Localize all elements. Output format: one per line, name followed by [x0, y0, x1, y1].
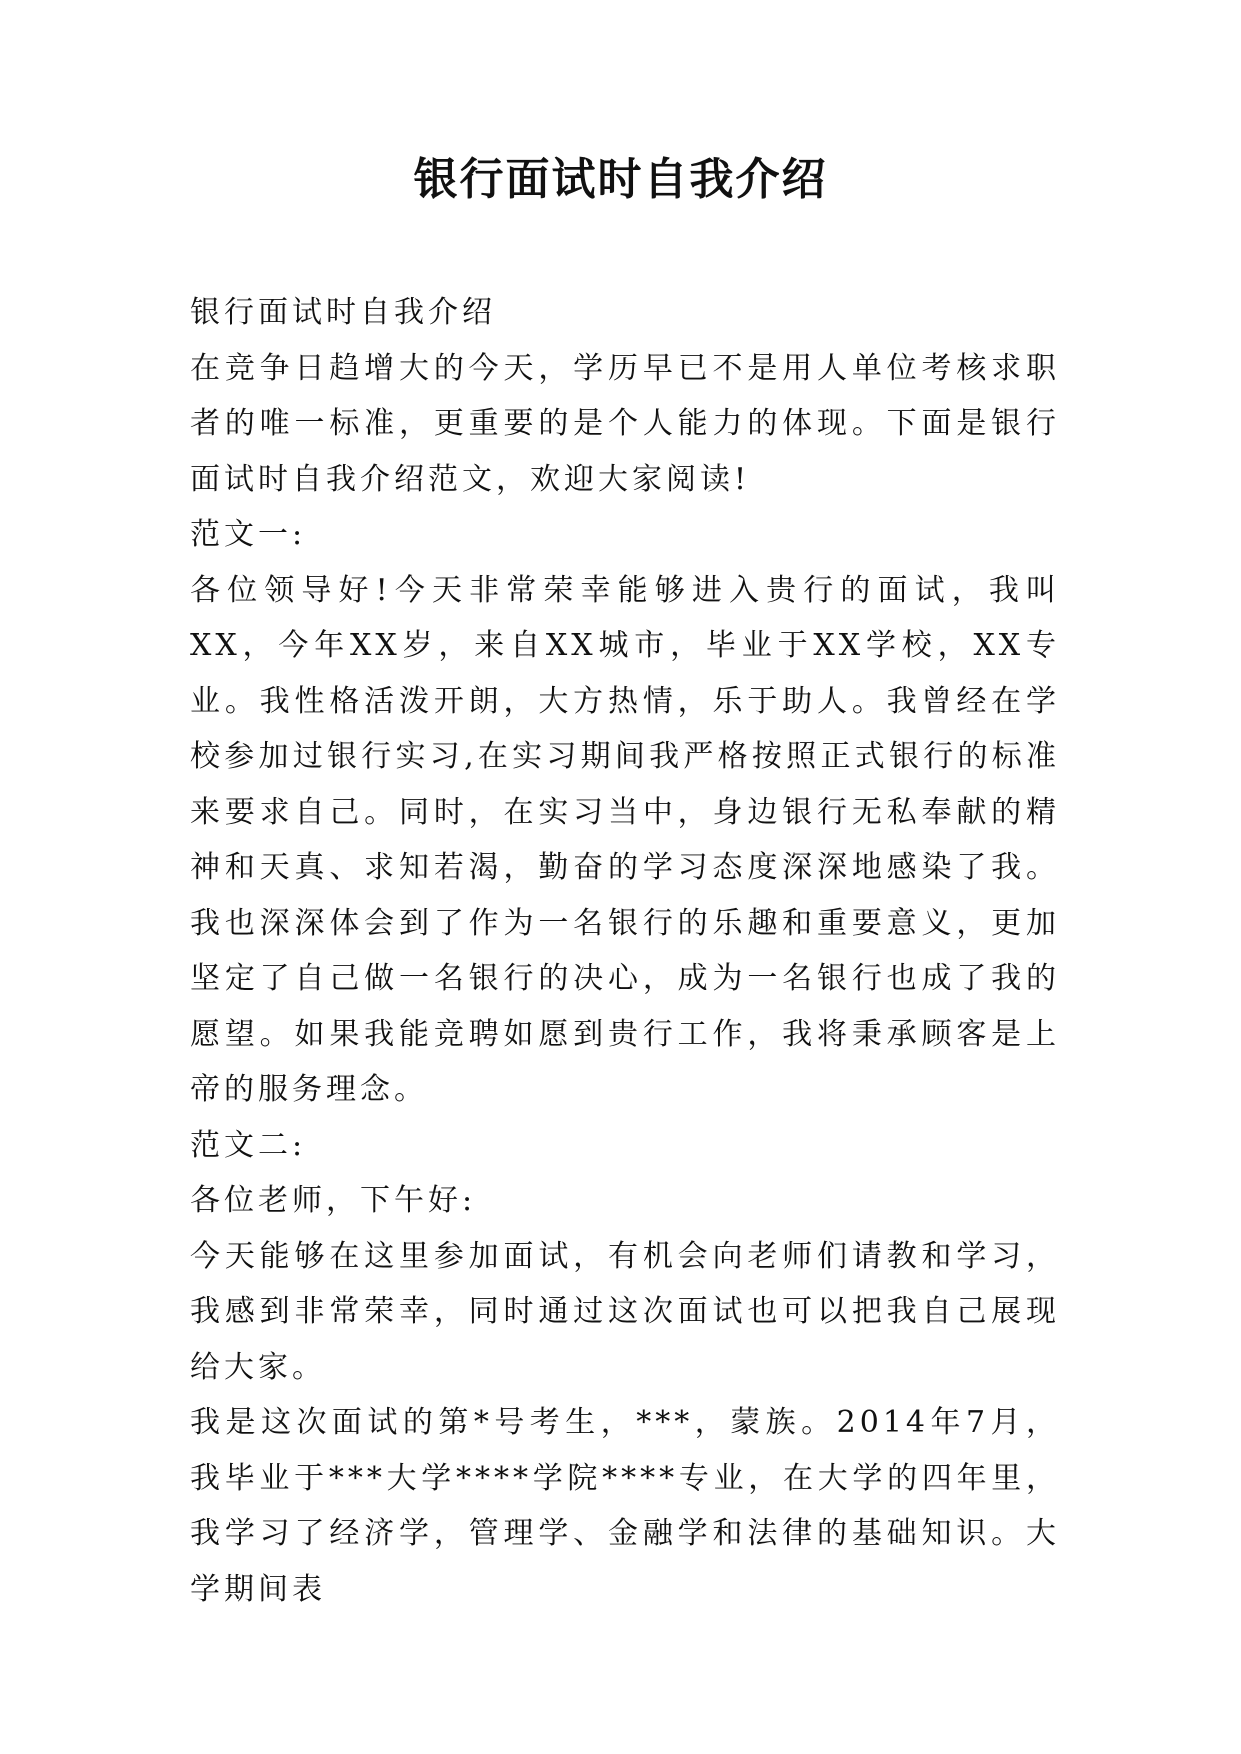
sample-two-label: 范文二: — [190, 1127, 307, 1163]
intro-paragraph: 在竞争日趋增大的今天，学历早已不是用人单位考核求职者的唯一标准，更重要的是个人能力的体现。下面是银行面试时自我介绍范文，欢迎大家阅读! — [190, 350, 1060, 497]
sample-two-paragraph-1: 今天能够在这里参加面试，有机会向老师们请教和学习，我感到非常荣幸，同时通过这次面试也可以把我自己展现给大家。 — [190, 1238, 1060, 1385]
sample-one-paragraph: 各位领导好!今天非常荣幸能够进入贵行的面试，我叫XX，今年XX岁，来自XX城市，毕业于XX学校，XX专业。我性格活泼开朗，大方热情，乐于助人。我曾经在学校参加过银行实习,在实习期间我严格按照正式银行的标准来要求自己。同时，在实习当中，身边银行无私奉献的精神和天真、求知若渴，勤奋的学习态度深深地感染了我。我也深深体会到了作为一名银行的乐趣和重要意义，更加坚定了自己做一名银行的决心，成为一名银行也成了我的愿望。如果我能竞聘如愿到贵行工作，我将秉承顾客是上帝的服务理念。 — [190, 572, 1060, 1107]
sample-one-label: 范文一: — [190, 517, 307, 552]
document-title: 银行面试时自我介绍 — [413, 154, 828, 205]
sample-two-greeting: 各位老师，下午好: — [190, 1183, 477, 1218]
sample-two-paragraph-2: 我是这次面试的第*号考生，***，蒙族。2014年7月，我毕业于***大学****学院****专业，在大学的四年里，我学习了经济学，管理学、金融学和法律的基础知识。大学期间表 — [190, 1405, 1060, 1607]
document-body — [190, 285, 1060, 1617]
body-heading: 银行面试时自我介绍 — [190, 295, 496, 330]
